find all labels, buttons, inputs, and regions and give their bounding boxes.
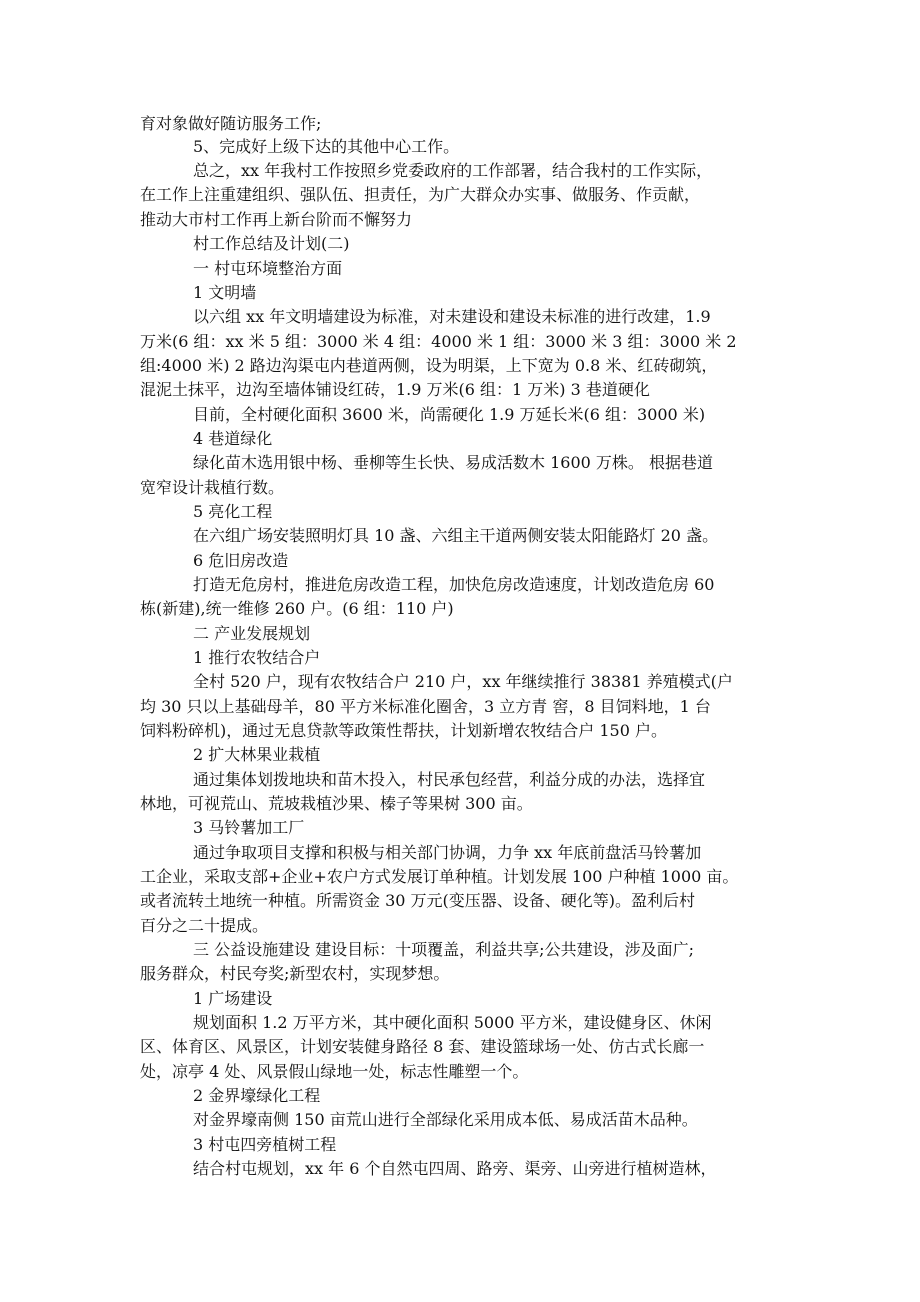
text-line: 饲料粉碎机)，通过无息贷款等政策性帮扶，计划新增农牧结合户 150 户。	[140, 721, 667, 740]
text-line: 在工作上注重建组织、强队伍、担责任，为广大群众办实事、做服务、作贡献，	[140, 185, 701, 204]
text-line: 组:4000 米) 2 路边沟渠屯内巷道两侧，设为明渠，上下宽为 0.8 米、红砖砌筑，	[140, 356, 718, 375]
section-heading: 一 村屯环境整治方面	[193, 259, 343, 278]
text-line: 林地，可视荒山、荒坡栽植沙果、榛子等果树 300 亩。	[140, 794, 533, 813]
text-line: 宽窄设计栽植行数。	[140, 478, 285, 497]
subsection-heading: 2 扩大林果业栽植	[193, 745, 321, 764]
text-line: 规划面积 1.2 万平方米，其中硬化面积 5000 平方米，建设健身区、休闲	[193, 1013, 712, 1032]
text-line: 工企业，采取支部+企业+农户方式发展订单种植。计划发展 100 户种植 1000 亩。	[140, 867, 739, 886]
text-line: 对金界壕南侧 150 亩荒山进行全部绿化采用成本低、易成活苗木品种。	[193, 1110, 698, 1129]
text-line: 或者流转土地统一种植。所需资金 30 万元(变压器、设备、硬化等)。盈利后村	[140, 891, 696, 910]
text-line: 打造无危房村，推进危房改造工程，加快危房改造速度，计划改造危房 60	[193, 575, 715, 594]
subsection-heading: 1 推行农牧结合户	[193, 648, 321, 667]
text-line: 栋(新建),统一维修 260 户。(6 组：110 户)	[140, 599, 454, 618]
subsection-heading: 3 马铃薯加工厂	[193, 818, 305, 837]
text-line: 混泥土抹平，边沟至墙体铺设红砖，1.9 万米(6 组：1 万米) 3 巷道硬化	[140, 380, 650, 399]
subsection-heading: 1 文明墙	[193, 283, 257, 302]
text-line: 通过争取项目支撑和积极与相关部门协调，力争 xx 年底前盘活马铃薯加	[193, 843, 702, 862]
subsection-heading: 6 危旧房改造	[193, 551, 289, 570]
text-line: 区、体育区、风景区，计划安装健身路径 8 套、建设篮球场一处、仿古式长廊一	[140, 1037, 705, 1056]
text-line: 结合村屯规划，xx 年 6 个自然屯四周、路旁、渠旁、山旁进行植树造林，	[193, 1159, 717, 1178]
subsection-heading: 1 广场建设	[193, 989, 273, 1008]
subsection-heading: 4 巷道绿化	[193, 429, 273, 448]
text-line: 目前，全村硬化面积 3600 米，尚需硬化 1.9 万延长米(6 组：3000 米)	[193, 405, 706, 424]
text-line: 推动大市村工作再上新台阶而不懈努力	[140, 210, 413, 229]
text-line: 服务群众，村民夸奖;新型农村，实现梦想。	[140, 964, 450, 983]
subsection-heading: 5 亮化工程	[193, 502, 273, 521]
subsection-heading: 3 村屯四旁植树工程	[193, 1135, 337, 1154]
text-line: 5、完成好上级下达的其他中心工作。	[193, 137, 460, 156]
text-line: 绿化苗木选用银中杨、垂柳等生长快、易成活数木 1600 万株。 根据巷道	[193, 453, 713, 472]
text-line: 全村 520 户，现有农牧结合户 210 户，xx 年继续推行 38381 养殖模式(户	[193, 672, 733, 691]
text-line: 以六组 xx 年文明墙建设为标准，对未建设和建设未标准的进行改建，1.9	[193, 307, 711, 326]
text-line: 在六组广场安装照明灯具 10 盏、六组主干道两侧安装太阳能路灯 20 盏。	[193, 526, 719, 545]
text-line: 处，凉亭 4 处、风景假山绿地一处，标志性雕塑一个。	[140, 1062, 529, 1081]
section-heading: 三 公益设施建设 建设目标：十项覆盖，利益共享;公共建设，涉及面广;	[193, 940, 694, 959]
section-heading: 村工作总结及计划(二)	[193, 234, 350, 253]
text-line: 总之，xx 年我村工作按照乡党委政府的工作部署，结合我村的工作实际，	[193, 161, 713, 180]
section-heading: 二 产业发展规划	[193, 624, 311, 643]
text-line: 万米(6 组：xx 米 5 组：3000 米 4 组：4000 米 1 组：3000 米 3 组：3000 米 2	[140, 332, 737, 351]
text-line: 通过集体划拨地块和苗木投入，村民承包经营，利益分成的办法，选择宜	[193, 770, 706, 789]
text-line: 育对象做好随访服务工作;	[140, 114, 322, 133]
subsection-heading: 2 金界壕绿化工程	[193, 1086, 321, 1105]
text-line: 均 30 只以上基础母羊，80 平方米标准化圈舍，3 立方青 窖，8 目饲料地，1 台	[140, 697, 711, 716]
text-line: 百分之二十提成。	[140, 916, 269, 935]
